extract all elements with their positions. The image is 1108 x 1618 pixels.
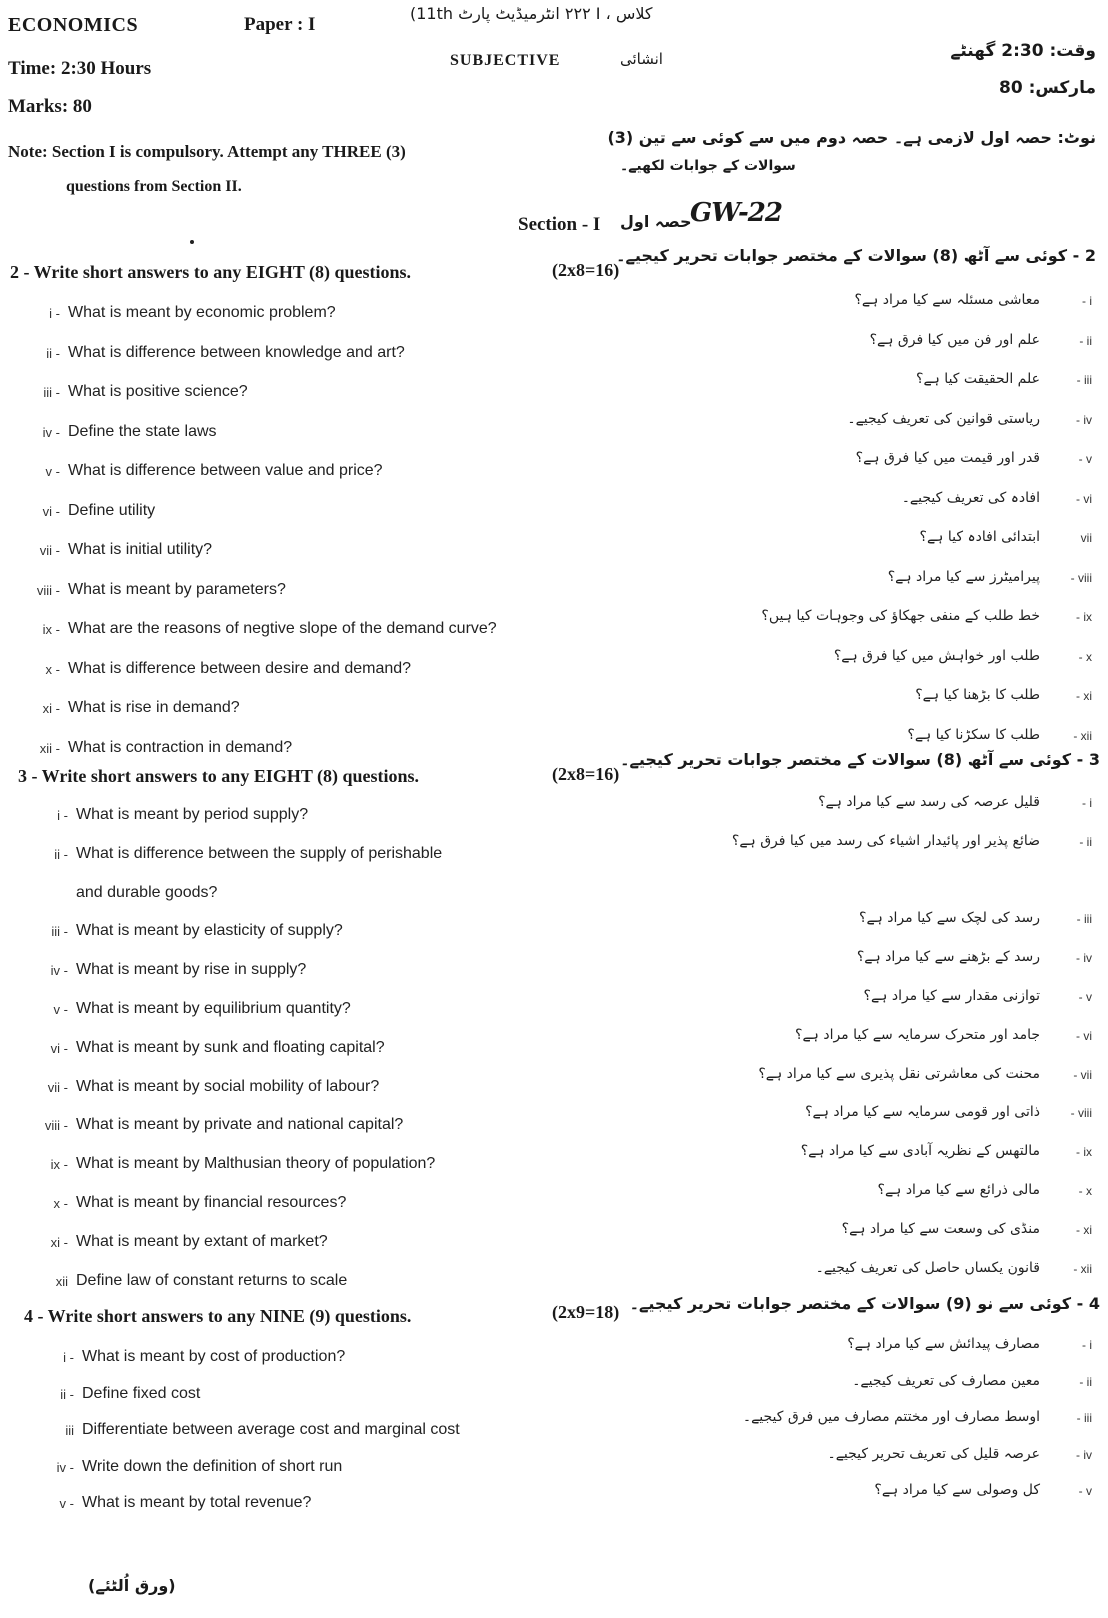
question-number-urdu: - vi [1076, 491, 1092, 506]
question-text-urdu: کل وصولی سے کیا مراد ہے؟ [874, 1482, 1040, 1498]
question-number: x - [53, 1196, 68, 1211]
subjective-label: SUBJECTIVE [450, 52, 561, 69]
question-text-urdu: طلب کا سکڑنا کیا ہے؟ [907, 726, 1040, 743]
question-number: xii - [39, 740, 60, 756]
question-text: What is meant by economic problem? [68, 304, 336, 321]
subject-title: ECONOMICS [8, 14, 139, 36]
question-number: x - [45, 661, 60, 677]
note-urdu-line2: سوالات کے جوابات لکھیے۔ [620, 158, 796, 174]
question-text-urdu: قدر اور قیمت میں کیا فرق ہے؟ [855, 450, 1040, 466]
question-text: What is meant by rise in supply? [76, 961, 307, 979]
question-text-urdu: رسد کی لچک سے کیا مراد ہے؟ [859, 910, 1040, 927]
time-label: Time: 2:30 Hours [8, 58, 152, 79]
question-number: viii - [36, 582, 60, 598]
q3-marks: (2x8=16) [552, 764, 620, 784]
question-number: iv - [42, 424, 60, 440]
question-number-urdu: - iv [1076, 412, 1092, 427]
question-number: vi - [42, 503, 60, 519]
question-number-urdu: - iii [1076, 912, 1092, 927]
question-text-urdu: علم اور فن میں کیا فرق ہے؟ [869, 331, 1040, 348]
question-text-urdu: افادہ کی تعریف کیجیے۔ [901, 489, 1040, 506]
question-text: Write down the definition of short run [82, 1457, 343, 1475]
question-text: Differentiate between average cost and marginal cost [82, 1421, 460, 1438]
question-number-urdu: - xi [1076, 689, 1092, 703]
question-number: iii - [51, 924, 68, 940]
question-number-urdu: - x [1078, 1184, 1092, 1198]
paper-label: Paper : I [244, 14, 316, 35]
q2-heading: 2 - Write short answers to any EIGHT (8) questions. [10, 262, 412, 282]
stray-dot [190, 240, 194, 244]
note-en-line2: questions from Section II. [66, 178, 242, 195]
question-text: What is meant by period supply? [76, 806, 309, 823]
question-number-urdu: vii [1080, 531, 1092, 545]
question-text: What are the reasons of negtive slope of the demand curve? [68, 620, 497, 637]
question-number: ii - [46, 345, 60, 361]
question-text: Define utility [68, 501, 156, 519]
question-number-urdu: - ii [1079, 834, 1092, 849]
question-number: i - [63, 1350, 74, 1365]
question-text: Define law of constant returns to scale [76, 1271, 348, 1289]
question-number-urdu: - v [1078, 1484, 1092, 1498]
q4-heading-urdu: 4 - کوئی سے نو (9) سوالات کے مختصر جوابات تحریر کیجیے۔ [629, 1294, 1100, 1313]
question-number: ii - [54, 846, 68, 862]
question-number-urdu: - xi [1076, 1222, 1092, 1237]
question-text-urdu: منڈی کی وسعت سے کیا مراد ہے؟ [841, 1220, 1040, 1237]
question-text: What is meant by sunk and floating capital? [76, 1038, 385, 1056]
section-label: Section - I [518, 214, 601, 235]
q3-heading-urdu: 3 - کوئی سے آٹھ (8) سوالات کے مختصر جوابات تحریر کیجیے۔ [620, 750, 1100, 769]
question-number-urdu: - viii [1070, 570, 1092, 585]
question-text-urdu: جامد اور متحرک سرمایہ سے کیا مراد ہے؟ [795, 1026, 1040, 1043]
question-number-urdu: - i [1082, 294, 1092, 308]
question-text-urdu: ضائع پذیر اور پائیدار اشیاء کی رسد میں کیا فرق ہے؟ [731, 832, 1040, 849]
question-number: viii - [44, 1118, 68, 1134]
question-text: What is meant by extant of market? [76, 1232, 328, 1250]
question-number: vii - [47, 1079, 68, 1095]
subjective-label-urdu: انشائی [620, 50, 663, 68]
question-number: i - [57, 808, 68, 823]
question-text-urdu: قلیل عرصہ کی رسد سے کیا مراد ہے؟ [818, 794, 1040, 810]
question-number: ii - [60, 1386, 74, 1402]
question-text-urdu: مالتھس کے نظریہ آبادی سے کیا مراد ہے؟ [800, 1143, 1040, 1160]
note-en-line1: Note: Section I is compulsory. Attempt any THREE (3) [8, 142, 406, 161]
question-text: What is meant by equilibrium quantity? [76, 1000, 351, 1017]
question-number-urdu: - xii [1073, 728, 1092, 743]
question-text: Define fixed cost [82, 1384, 201, 1402]
question-number-urdu: - v [1078, 452, 1092, 466]
question-text: What is meant by Malthusian theory of population? [76, 1155, 436, 1173]
question-number-urdu: - x [1078, 649, 1092, 664]
question-number: i - [49, 306, 60, 321]
question-number: iv - [50, 963, 68, 979]
question-text-urdu: پیرامیٹرز سے کیا مراد ہے؟ [887, 568, 1040, 585]
handwritten-code: GW-22 [690, 198, 782, 228]
question-text-urdu: علم الحقیقت کیا ہے؟ [916, 371, 1040, 387]
question-number-urdu: - vi [1076, 1028, 1092, 1043]
question-text-urdu: رسد کے بڑھنے سے کیا مراد ہے؟ [856, 949, 1040, 966]
question-text: What is meant by social mobility of labour? [76, 1077, 380, 1095]
question-number-urdu: - ix [1076, 610, 1092, 624]
question-number: vi - [50, 1040, 68, 1056]
question-text-urdu: معاشی مسئلہ سے کیا مراد ہے؟ [854, 292, 1040, 308]
question-text: What is difference between desire and demand? [68, 659, 412, 677]
question-number-urdu: - i [1082, 1338, 1092, 1352]
turn-over-note: (ورق اُلٹئے) [88, 1576, 176, 1595]
question-text-urdu: خط طلب کے منفی جھکاؤ کی وجوہات کیا ہیں؟ [761, 608, 1040, 624]
question-number-urdu: - i [1082, 796, 1092, 810]
question-number-urdu: - vii [1073, 1067, 1092, 1082]
question-text: What is meant by elasticity of supply? [76, 922, 343, 940]
question-text: What is meant by private and national capital? [76, 1116, 404, 1134]
marks-label-urdu: مارکس: 80 [998, 78, 1096, 98]
question-number: vii - [39, 543, 60, 558]
question-number: v - [45, 464, 60, 479]
q2-marks: (2x8=16) [552, 260, 620, 280]
q4-marks: (2x9=18) [552, 1302, 620, 1322]
question-text-continued: and durable goods? [76, 883, 218, 901]
question-number-urdu: - v [1078, 990, 1092, 1004]
question-number: xii [55, 1273, 68, 1289]
question-number: iv - [56, 1459, 74, 1475]
question-number: v - [59, 1496, 74, 1511]
question-text: What is contraction in demand? [68, 738, 293, 756]
question-number-urdu: - iv [1076, 1447, 1092, 1462]
question-text: What is meant by cost of production? [82, 1348, 346, 1365]
question-text: What is difference between knowledge and art? [68, 343, 405, 361]
question-text-urdu: قانون یکساں حاصل کی تعریف کیجیے۔ [815, 1259, 1040, 1276]
question-number-urdu: - iii [1076, 1411, 1092, 1425]
question-text: Define the state laws [68, 422, 217, 440]
question-number-urdu: - ii [1079, 1374, 1092, 1389]
urdu-class-title: (11th ٢٢٢ انٹرمیڈیٹ پارٹ I ، کلاس [410, 4, 653, 23]
question-text: What is difference between the supply of perishable [76, 844, 443, 862]
question-text-urdu: معین مصارف کی تعریف کیجیے۔ [852, 1372, 1040, 1389]
question-number-urdu: - ii [1079, 333, 1092, 348]
question-number: ix - [50, 1157, 68, 1173]
marks-label: Marks: 80 [8, 96, 92, 117]
question-number: v - [53, 1002, 68, 1017]
question-text-urdu: توازنی مقدار سے کیا مراد ہے؟ [863, 988, 1040, 1004]
question-number: ix - [42, 622, 60, 637]
question-text-urdu: عرصہ قلیل کی تعریف تحریر کیجیے۔ [827, 1445, 1040, 1462]
question-text-urdu: اوسط مصارف اور مختتم مصارف میں فرق کیجیے۔ [742, 1409, 1040, 1425]
question-text-urdu: ریاستی قوانین کی تعریف کیجیے۔ [847, 410, 1040, 427]
question-number-urdu: - ix [1076, 1145, 1092, 1160]
question-number: iii [65, 1423, 74, 1438]
question-number-urdu: - xii [1073, 1261, 1092, 1276]
question-text: What is meant by financial resources? [76, 1194, 347, 1211]
question-number: xi - [50, 1234, 68, 1250]
question-number-urdu: - viii [1070, 1106, 1092, 1121]
question-number-urdu: - iii [1076, 373, 1092, 387]
question-number: xi - [42, 701, 60, 716]
question-text-urdu: ابتدائی افادہ کیا ہے؟ [919, 529, 1040, 545]
question-text: What is meant by parameters? [68, 580, 286, 598]
note-urdu-line1: نوٹ: حصہ اول لازمی ہے۔ حصہ دوم میں سے کوئی سے تین (3) [607, 128, 1096, 147]
question-text: What is meant by total revenue? [82, 1494, 312, 1511]
q2-heading-urdu: 2 - کوئی سے آٹھ (8) سوالات کے مختصر جوابات تحریر کیجیے۔ [616, 246, 1096, 265]
question-text: What is rise in demand? [68, 699, 240, 716]
q4-heading: 4 - Write short answers to any NINE (9) questions. [24, 1306, 412, 1326]
question-text-urdu: طلب کا بڑھنا کیا ہے؟ [915, 687, 1040, 703]
question-text: What is initial utility? [68, 541, 213, 558]
question-text-urdu: مالی ذرائع سے کیا مراد ہے؟ [877, 1182, 1040, 1198]
time-label-urdu: وقت: 2:30 گھنٹے [950, 41, 1096, 61]
question-text-urdu: مصارف پیدائش سے کیا مراد ہے؟ [847, 1336, 1040, 1352]
question-text-urdu: ذاتی اور قومی سرمایہ سے کیا مراد ہے؟ [805, 1104, 1040, 1121]
section-label-urdu: حصہ اول [620, 212, 692, 231]
question-text-urdu: طلب اور خواہش میں کیا فرق ہے؟ [833, 647, 1040, 664]
q3-heading: 3 - Write short answers to any EIGHT (8) questions. [18, 766, 420, 786]
question-text-urdu: محنت کی معاشرتی نقل پذیری سے کیا مراد ہے؟ [758, 1065, 1040, 1082]
question-number: iii - [43, 385, 60, 400]
question-text: What is positive science? [68, 383, 248, 400]
question-text: What is difference between value and price? [68, 462, 383, 479]
question-number-urdu: - iv [1076, 951, 1092, 966]
